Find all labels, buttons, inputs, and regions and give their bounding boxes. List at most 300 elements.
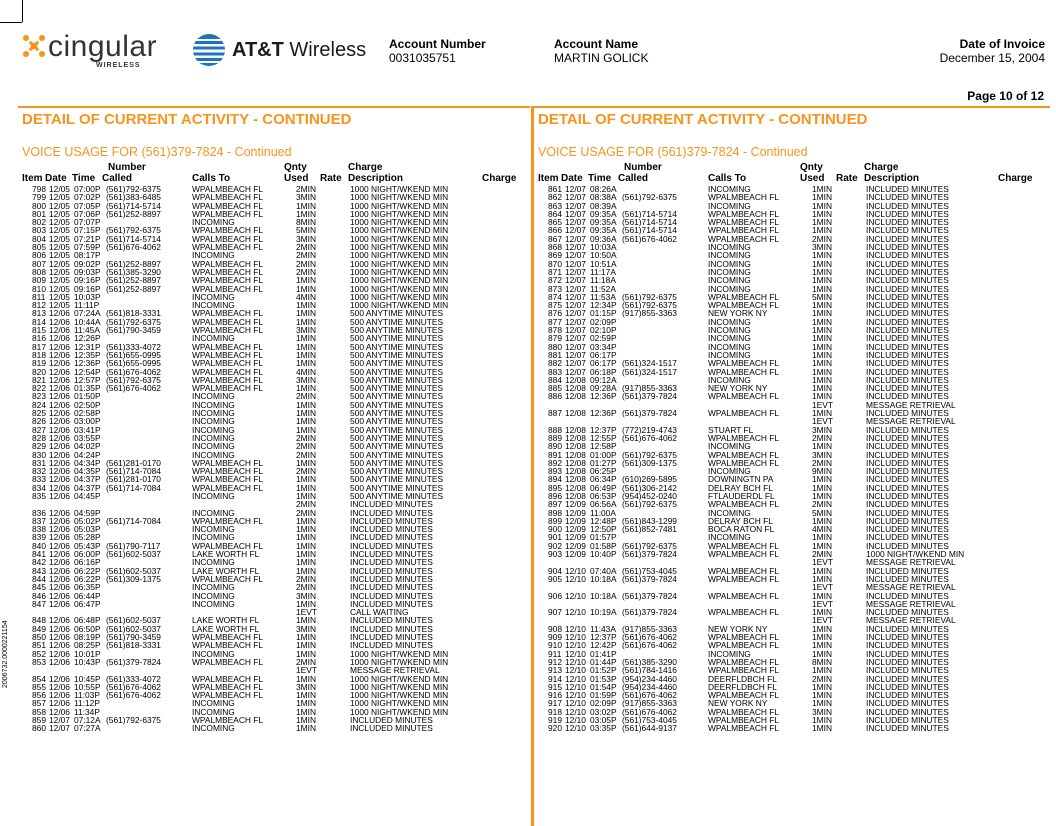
charge-description: INCLUDED MINUTES [350,615,433,626]
number-called: (561)676-4062 [622,706,677,717]
calls-to: WPALMBEACH FL [192,640,264,651]
qty-used: 1MIN [812,374,833,385]
item-number: 900 [548,524,562,535]
item-number: 903 [548,549,562,560]
charge-description: INCLUDED MINUTES [866,217,949,228]
call-time: 10:51A [590,258,617,269]
charge-description: INCLUDED MINUTES [350,540,433,551]
call-time: 09:36A [590,233,617,244]
charge-description: INCLUDED MINUTES [350,499,433,510]
call-time: 06:50P [74,623,101,634]
calls-to: INCOMING [708,250,751,261]
qty-used: 1MIN [812,258,833,269]
call-time: 07:40A [590,565,617,576]
charge-description: INCLUDED MINUTES [866,242,949,253]
call-date: 12/06 [49,341,70,352]
charge-description: 500 ANYTIME MINUTES [350,349,444,360]
item-number: 828 [32,432,46,443]
charge-description: 1000 NIGHT/WKEND MIN [350,200,449,211]
number-called: (561)792-6375 [106,184,161,194]
qty-used: 1MIN [296,549,317,560]
calls-to: INCOMING [192,399,235,410]
calls-to: INCOMING [192,432,235,443]
item-number: 888 [548,424,562,435]
qty-used: 1EVT [812,582,833,593]
call-time: 12:36P [74,358,101,369]
qty-used: 1MIN [296,490,317,501]
item-number: 824 [32,399,46,410]
call-date: 12/10 [565,640,586,651]
crop-mark [0,22,22,23]
calls-to: WPALMBEACH FL [192,349,264,360]
charge-description: INCLUDED MINUTES [866,715,949,725]
call-time: 11:11P [74,300,100,311]
call-time: 12:55P [590,432,617,443]
call-date: 12/10 [565,607,586,618]
header-row-1 [22,163,512,174]
call-time: 07:00P [74,184,101,194]
charge-description: INCLUDED MINUTES [350,582,433,593]
header-row-1 [538,163,1028,174]
calls-to: INCOMING [192,300,235,311]
charge-description: 1000 NIGHT/WKEND MIN [350,225,449,236]
call-time: 11:43A [590,623,616,634]
account-number: 0031035751 [389,51,456,65]
charge-description: INCLUDED MINUTES [866,524,949,535]
item-number: 802 [32,217,46,228]
calls-to: WPALMBEACH FL [708,217,780,228]
item-number: 910 [548,640,562,651]
number-called: (561)252-8897 [106,283,161,294]
header-description: Description [348,173,404,184]
item-number: 863 [548,200,562,211]
header-qnty: Qnty [284,162,307,173]
calls-to: WPALMBEACH FL [708,565,780,576]
qty-used: 2MIN [296,573,317,584]
item-number: 836 [32,507,46,518]
call-time: 09:16P [74,283,101,294]
item-number: 877 [548,316,562,327]
call-date: 12/06 [49,391,70,402]
call-date: 12/07 [565,217,586,228]
charge-description: INCLUDED MINUTES [350,590,433,601]
call-time: 08:25P [74,640,101,651]
item-number: 849 [32,623,46,634]
call-time: 01:52P [590,665,617,676]
charge-description: INCLUDED MINUTES [866,233,949,244]
qty-used: 2MIN [296,242,317,253]
call-date: 12/07 [565,200,586,211]
charge-description: 1000 NIGHT/WKEND MIN [350,275,449,286]
call-time: 04:37P [74,482,101,493]
qty-used: 1MIN [296,275,317,286]
item-number: 814 [32,316,46,327]
charge-description: INCLUDED MINUTES [866,225,949,236]
qty-used: 2MIN [296,499,317,510]
number-called: (561)383-6485 [106,192,161,203]
call-date: 12/06 [49,690,70,701]
calls-to: NEW YORK NY [708,623,768,634]
number-called: (561)790-7117 [106,540,161,551]
number-called: (561)714-7084 [106,482,161,493]
charge-description: 1000 NIGHT/WKEND MIN [350,233,449,244]
item-number: 834 [32,482,46,493]
charge-description: 500 ANYTIME MINUTES [350,341,444,352]
qty-used: 3MIN [296,681,317,692]
item-number: 839 [32,532,46,543]
qty-used: 1MIN [812,723,833,734]
number-called: (561)852-7481 [622,524,677,535]
account-name-block [554,37,648,65]
account-name-label: Account Name [554,37,639,51]
item-number: 848 [32,615,46,626]
charge-description: INCLUDED MINUTES [866,590,949,601]
calls-to: INCOMING [192,698,235,709]
calls-to: NEW YORK NY [708,308,768,319]
qty-used: 1EVT [812,399,833,410]
number-called: (917)855-3363 [622,698,677,709]
number-called: (561)602-5037 [106,623,161,634]
call-time: 12:35P [74,349,101,360]
call-time: 06:35P [74,582,101,593]
call-date: 12/06 [49,333,70,344]
call-date: 12/06 [49,474,70,485]
call-date: 12/10 [565,565,586,576]
calls-to: WPALMBEACH FL [192,275,264,286]
item-number: 880 [548,341,562,352]
call-time: 04:24P [74,449,101,460]
number-called: (561)324-1517 [622,358,677,369]
item-number: 867 [548,233,562,244]
charge-description: INCLUDED MINUTES [350,565,433,576]
qty-used: 9MIN [812,466,833,477]
calls-to: WPALMBEACH FL [708,656,780,667]
call-date: 12/10 [565,656,586,667]
item-number: 901 [548,532,562,543]
item-number: 886 [548,391,562,402]
call-time: 02:50P [74,399,101,410]
call-date: 12/06 [49,598,70,609]
item-number: 823 [32,391,46,402]
number-called: (561)385-3290 [106,266,161,277]
call-time: 06:44P [74,590,101,601]
qty-used: 2MIN [296,449,317,460]
calls-to: WPALMBEACH FL [708,358,780,369]
charge-description: CALL WAITING [350,607,409,618]
charge-description: INCLUDED MINUTES [866,540,949,551]
qty-used: 1MIN [812,623,833,634]
calls-to: INCOMING [192,590,235,601]
call-date: 12/06 [49,673,70,684]
header-rate: Rate [836,173,858,184]
qty-used: 2MIN [812,673,833,684]
charge-description: INCLUDED MINUTES [866,208,949,219]
charge-description: INCLUDED MINUTES [866,474,949,485]
charge-description: INCLUDED MINUTES [866,432,949,443]
call-date: 12/05 [49,250,70,261]
call-date: 12/05 [49,225,70,236]
calls-to: WPALMBEACH FL [708,690,780,701]
call-date: 12/06 [49,399,70,410]
call-date: 12/06 [49,416,70,427]
call-time: 09:03P [74,266,101,277]
call-date: 12/06 [49,640,70,651]
call-time: 05:43P [74,540,101,551]
call-time: 07:27A [74,723,101,734]
header-time: Time [72,173,96,184]
call-date: 12/07 [565,266,586,277]
calls-to: INCOMING [192,723,235,734]
qty-used: 1MIN [812,640,833,651]
qty-used: 1MIN [812,358,833,369]
calls-to: WPALMBEACH FL [708,408,780,419]
calls-to: INCOMING [708,333,751,344]
item-number: 873 [548,283,562,294]
charge-description: INCLUDED MINUTES [866,706,949,717]
call-date: 12/06 [49,507,70,518]
call-time: 10:43P [74,656,101,667]
item-number: 810 [32,283,46,294]
calls-to: WPALMBEACH FL [192,374,264,385]
calls-to: WPALMBEACH FL [708,540,780,551]
qty-used: 1MIN [812,681,833,692]
qty-used: 2MIN [296,266,317,277]
call-date: 12/09 [565,549,586,560]
calls-to: LAKE WORTH FL [192,615,260,626]
call-time: 12:26P [74,333,101,344]
call-time: 12:58P [590,441,617,452]
item-number: 807 [32,258,46,269]
number-called: (561)818-3331 [106,640,161,651]
charge-description: INCLUDED MINUTES [866,192,949,203]
item-number: 841 [32,549,46,560]
calls-to: WPALMBEACH FL [192,308,264,319]
call-date: 12/05 [49,300,70,311]
number-called: (561)676-4062 [106,383,161,394]
item-number: 882 [548,358,562,369]
call-time: 10:01P [74,648,101,659]
call-time: 06:17P [590,349,617,360]
item-number: 830 [32,449,46,460]
number-called: (561)379-7824 [622,573,677,584]
calls-to: WPALMBEACH FL [192,184,264,194]
call-date: 12/06 [49,482,70,493]
call-time: 06:47P [74,598,101,609]
qty-used: 1MIN [296,632,317,643]
call-time: 10:19A [590,607,617,618]
call-date: 12/06 [49,441,70,452]
call-time: 07:59P [74,242,101,253]
call-date: 12/06 [49,515,70,526]
item-number: 918 [548,706,562,717]
charge-description: INCLUDED MINUTES [866,623,949,634]
call-time: 11:00A [590,507,616,518]
charge-description: INCLUDED MINUTES [866,499,949,510]
call-time: 11:45A [74,325,100,336]
item-number: 818 [32,349,46,360]
number-called: (561)333-4072 [106,341,161,352]
qty-used: 1MIN [812,333,833,344]
qty-used: 5MIN [812,291,833,302]
item-number: 804 [32,233,46,244]
call-time: 04:34P [74,457,101,468]
calls-to: INCOMING [708,507,751,518]
charge-description: 500 ANYTIME MINUTES [350,474,444,485]
charge-description: 500 ANYTIME MINUTES [350,366,444,377]
qty-used: 3MIN [296,192,317,203]
call-date: 12/10 [565,723,586,734]
calls-to: WPALMBEACH FL [708,640,780,651]
call-date: 12/08 [565,374,586,385]
section-title: DETAIL OF CURRENT ACTIVITY - CONTINUED [538,111,868,128]
call-date: 12/06 [49,408,70,419]
item-number: 821 [32,374,46,385]
number-called: (954)234-4460 [622,681,677,692]
charge-description: 1000 NIGHT/WKEND MIN [350,673,449,684]
qty-used: 1MIN [812,300,833,311]
calls-to: LAKE WORTH FL [192,623,260,634]
account-name: MARTIN GOLICK [554,51,649,65]
calls-to: STUART FL [708,424,754,435]
calls-to: WPALMBEACH FL [708,607,780,618]
qty-used: 1MIN [812,266,833,277]
qty-used: 3MIN [296,590,317,601]
charge-description: INCLUDED MINUTES [350,557,433,568]
charge-description: INCLUDED MINUTES [866,424,949,435]
call-time: 10:44A [74,316,101,327]
call-date: 12/06 [49,573,70,584]
item-number: 879 [548,333,562,344]
qty-used: 3MIN [812,424,833,435]
call-time: 09:35A [590,208,617,219]
item-number: 806 [32,250,46,261]
call-date: 12/10 [565,665,586,676]
charge-description: INCLUDED MINUTES [866,341,949,352]
item-number: 914 [548,673,562,684]
charge-description: 500 ANYTIME MINUTES [350,408,444,419]
call-time: 10:40P [590,549,617,560]
number-called: (561)333-4072 [106,673,161,684]
calls-to: INCOMING [192,532,235,543]
charge-description: 1000 NIGHT/WKEND MIN [350,283,449,294]
call-time: 07:24A [74,308,101,319]
call-date: 12/06 [49,681,70,692]
call-time: 06:34P [590,474,617,485]
item-number: 919 [548,715,562,725]
call-date: 12/07 [565,225,586,236]
number-called: (772)219-4743 [622,424,677,435]
call-time: 01:15P [590,308,617,319]
number-called: (561)379-7824 [622,590,677,601]
call-date: 12/10 [565,681,586,692]
charge-description: INCLUDED MINUTES [866,673,949,684]
qty-used: 3MIN [812,242,833,253]
calls-to: INCOMING [708,648,751,659]
qty-used: 4MIN [296,291,317,302]
calls-to: WPALMBEACH FL [708,632,780,643]
charge-description: 1000 NIGHT/WKEND MIN [350,184,449,194]
call-time: 10:55P [74,681,101,692]
calls-to: WPALMBEACH FL [708,208,780,219]
number-called: (561)252-8897 [106,258,161,269]
number-called: (561)252-8897 [106,275,161,286]
item-number: 822 [32,383,46,394]
qty-used: 1MIN [812,341,833,352]
qty-used: 3MIN [296,325,317,336]
calls-to: WPALMBEACH FL [708,665,780,676]
qty-used: 1MIN [296,457,317,468]
qty-used: 1MIN [812,474,833,485]
qty-used: 1MIN [296,515,317,526]
call-date: 12/06 [49,358,70,369]
qty-used: 1MIN [812,648,833,659]
charge-description: INCLUDED MINUTES [866,258,949,269]
number-called: (561)676-4062 [106,366,161,377]
call-date: 12/05 [49,291,70,302]
number-called: (561)676-4062 [622,690,677,701]
calls-to: INCOMING [192,524,235,535]
call-time: 03:00P [74,416,101,427]
calls-to: INCOMING [192,598,235,609]
calls-to: INCOMING [192,391,235,402]
qty-used: 4MIN [296,366,317,377]
call-time: 02:58P [74,408,101,419]
number-called: (561)792-6375 [622,540,677,551]
call-time: 08:39A [590,200,617,211]
item-number: 856 [32,690,46,701]
number-called: (561)644-9137 [622,723,677,734]
item-number: 853 [32,656,46,667]
number-called: (561)379-7824 [106,656,161,667]
call-time: 06:18P [590,366,617,377]
charge-description: 500 ANYTIME MINUTES [350,457,444,468]
item-number: 843 [32,565,46,576]
qty-used: 1MIN [812,515,833,526]
calls-to: INCOMING [192,648,235,659]
header-date: Date [561,173,583,184]
header-description: Description [864,173,920,184]
item-number: 916 [548,690,562,701]
item-number: 803 [32,225,46,236]
qty-used: 1MIN [812,590,833,601]
charge-description: INCLUDED MINUTES [866,283,949,294]
item-number: 855 [32,681,46,692]
calls-to: WPALMBEACH FL [708,432,780,443]
item-number: 866 [548,225,562,236]
cingular-logo [20,32,157,72]
charge-description: INCLUDED MINUTES [866,266,949,277]
item-number: 864 [548,208,562,219]
qty-used: 1EVT [812,598,833,609]
calls-to: INCOMING [192,582,235,593]
number-called: (561)714-5714 [622,208,677,219]
qty-used: 2MIN [296,432,317,443]
item-number: 874 [548,291,562,302]
item-number: 827 [32,424,46,435]
calls-to: WPALMBEACH FL [708,706,780,717]
call-time: 05:02P [74,515,101,526]
item-number: 801 [32,208,46,219]
call-time: 01:58P [590,540,617,551]
call-time: 01:41P [590,648,617,659]
call-date: 12/07 [49,723,70,734]
number-called: (561)281-0170 [106,457,161,468]
charge-description: 1000 NIGHT/WKEND MIN [350,706,449,717]
calls-to: WPALMBEACH FL [708,590,780,601]
item-number: 892 [548,457,562,468]
number-called: (561)784-1416 [622,665,677,676]
call-date: 12/07 [565,258,586,269]
